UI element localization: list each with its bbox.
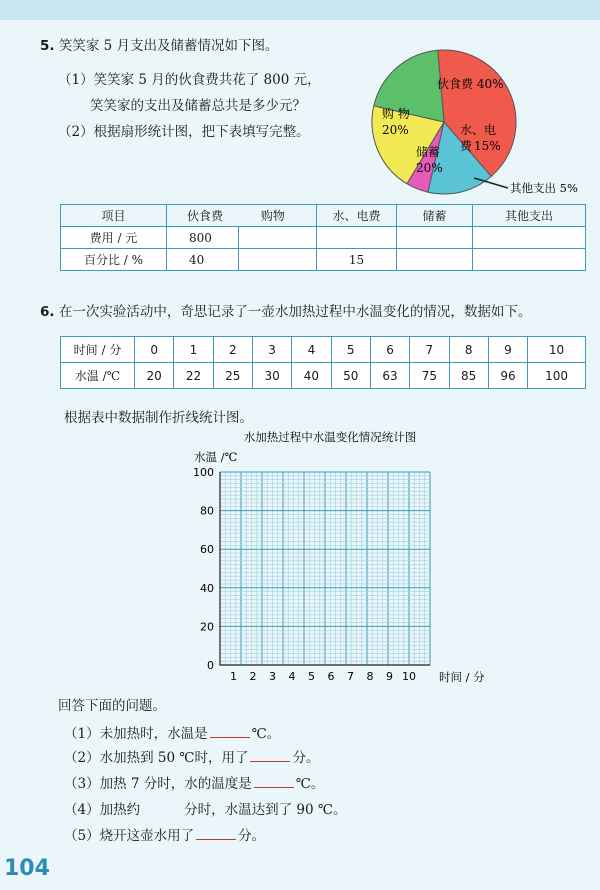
q1-text-b: ℃。 <box>251 726 281 742</box>
question-3 <box>64 772 324 792</box>
x-tick-label-7: 7 <box>347 670 354 683</box>
q5-sub2: （2）根据扇形统计图，把下表填写完整。 <box>58 124 310 140</box>
q2-answer-blank[interactable] <box>250 748 290 762</box>
q5-text-b: 分。 <box>238 828 266 844</box>
top-strip <box>0 0 600 20</box>
t1-r2-save[interactable] <box>397 249 473 271</box>
t2-time-2: 2 <box>213 337 252 363</box>
t2-temp-6: 63 <box>370 363 409 389</box>
x-tick-label-10: 10 <box>402 670 416 683</box>
pie-label-shop-2: 20% <box>382 123 409 137</box>
chart-title: 水加热过程中水温变化情况统计图 <box>243 430 417 444</box>
t1-r2-water: 15 <box>317 249 397 271</box>
t2-temp-3: 30 <box>252 363 291 389</box>
t2-time-1: 1 <box>174 337 213 363</box>
t1-r2-other[interactable] <box>473 249 586 271</box>
pie-label-save-1: 储蓄 <box>416 145 441 159</box>
pie-label-water-1: 水、电 <box>460 123 497 137</box>
y-tick-label-2: 40 <box>200 581 214 595</box>
y-tick-label-4: 80 <box>200 504 214 518</box>
t2-temp-2: 25 <box>213 363 252 389</box>
t1-r1-water[interactable] <box>317 227 397 249</box>
t2-time-7: 7 <box>410 337 449 363</box>
t1-h2: 购物 <box>260 209 285 223</box>
q4-answer-blank[interactable] <box>142 800 182 814</box>
t1-r1-label: 费用 / 元 <box>61 227 167 249</box>
q6-number: 6. <box>40 304 55 320</box>
q1-text-a: （1）未加热时，水温是 <box>64 726 208 742</box>
y-tick-label-5: 100 <box>193 466 214 479</box>
t2-time-label: 时间 / 分 <box>61 337 135 363</box>
q3-text-b: ℃。 <box>295 776 325 792</box>
question-5 <box>64 824 265 844</box>
q1-answer-blank[interactable] <box>210 724 250 738</box>
t2-temp-0: 20 <box>135 363 174 389</box>
t1-h0: 项目 <box>61 205 167 227</box>
q6-instruction: 根据表中数据制作折线统计图。 <box>64 410 253 426</box>
t2-time-6: 6 <box>370 337 409 363</box>
t2-temp-5: 50 <box>331 363 370 389</box>
pie-label-shop-1: 购 物 <box>382 107 410 121</box>
y-tick-label-0: 0 <box>207 659 214 672</box>
t1-r1-shop[interactable] <box>239 227 317 249</box>
t2-time-10: 10 <box>528 337 586 363</box>
t2-temp-4: 40 <box>292 363 331 389</box>
y-tick-label-3: 60 <box>200 543 214 557</box>
q5-sub1: （1）笑笑家 5 月的伙食费共花了 800 元， <box>58 72 321 88</box>
x-tick-label-4: 4 <box>288 670 296 683</box>
pie-label-water-3: 15% <box>474 139 501 153</box>
t2-time-5: 5 <box>331 337 370 363</box>
t2-temp-label: 水温 /℃ <box>61 363 135 389</box>
t1-h3: 水、电费 <box>317 205 397 227</box>
q4-text-b: 分时，水温达到了 90 ℃。 <box>184 802 347 818</box>
q5-title <box>40 34 279 54</box>
q4-text-a: （4）加热约 <box>64 802 141 818</box>
x-tick-label-9: 9 <box>386 670 393 683</box>
x-tick-label-6: 6 <box>327 670 335 683</box>
line-chart <box>180 424 510 690</box>
q5-sub1b: 笑笑家的支出及储蓄总共是多少元？ <box>90 98 306 114</box>
t2-time-9: 9 <box>488 337 527 363</box>
question-2 <box>64 746 319 766</box>
pie-chart <box>360 46 590 206</box>
t2-temp-8: 85 <box>449 363 488 389</box>
t1-h5: 其他支出 <box>473 205 586 227</box>
question-1 <box>64 722 280 742</box>
q5-title-text: 笑笑家 5 月支出及储蓄情况如下图。 <box>58 38 279 54</box>
pie-label-save-2: 20% <box>416 161 443 175</box>
q2-text-b: 分。 <box>292 750 320 766</box>
question-4 <box>64 798 346 818</box>
x-tick-label-2: 2 <box>249 670 257 683</box>
questions-intro: 回答下面的问题。 <box>58 698 166 714</box>
q5-number: 5. <box>40 38 55 54</box>
q3-answer-blank[interactable] <box>254 774 294 788</box>
t1-r2-food: 40 <box>167 249 239 271</box>
t2-time-3: 3 <box>252 337 291 363</box>
t1-h4: 储蓄 <box>397 205 473 227</box>
q5-answer-blank[interactable] <box>196 826 236 840</box>
t1-h12 <box>167 205 317 227</box>
q5-text-a: （5）烧开这壶水用了 <box>64 828 195 844</box>
expense-table <box>60 204 586 271</box>
t1-r1-other[interactable] <box>473 227 586 249</box>
q2-text-a: （2）水加热到 50 ℃时，用了 <box>64 750 249 766</box>
pie-label-water-2: 费 <box>460 139 473 153</box>
t2-time-0: 0 <box>135 337 174 363</box>
t1-r1-food: 800 <box>167 227 239 249</box>
page-number: 104 <box>4 856 50 881</box>
t2-time-4: 4 <box>292 337 331 363</box>
chart-xlabel: 时间 / 分 <box>439 670 485 684</box>
x-tick-label-5: 5 <box>308 670 315 683</box>
t1-r2-shop[interactable] <box>239 249 317 271</box>
x-tick-label-1: 1 <box>230 670 237 683</box>
pie-label-food: 伙食费 40% <box>437 77 504 91</box>
chart-ylabel: 水温 /℃ <box>194 450 238 464</box>
t1-r1-save[interactable] <box>397 227 473 249</box>
t2-time-8: 8 <box>449 337 488 363</box>
q3-text-a: （3）加热 7 分时，水的温度是 <box>64 776 252 792</box>
t1-h1: 伙食费 <box>187 209 224 223</box>
t2-temp-1: 22 <box>174 363 213 389</box>
t2-temp-9: 96 <box>488 363 527 389</box>
t2-temp-7: 75 <box>410 363 449 389</box>
q6-title-text: 在一次实验活动中，奇思记录了一壶水加热过程中水温变化的情况，数据如下。 <box>58 304 532 320</box>
t1-r2-label: 百分比 / % <box>61 249 167 271</box>
x-tick-label-3: 3 <box>269 670 276 683</box>
t2-temp-10: 100 <box>528 363 586 389</box>
temperature-table <box>60 336 586 389</box>
x-tick-label-8: 8 <box>366 670 374 683</box>
q6-title <box>40 300 531 320</box>
y-tick-label-1: 20 <box>200 620 214 634</box>
pie-label-other: 其他支出 5% <box>510 181 578 195</box>
